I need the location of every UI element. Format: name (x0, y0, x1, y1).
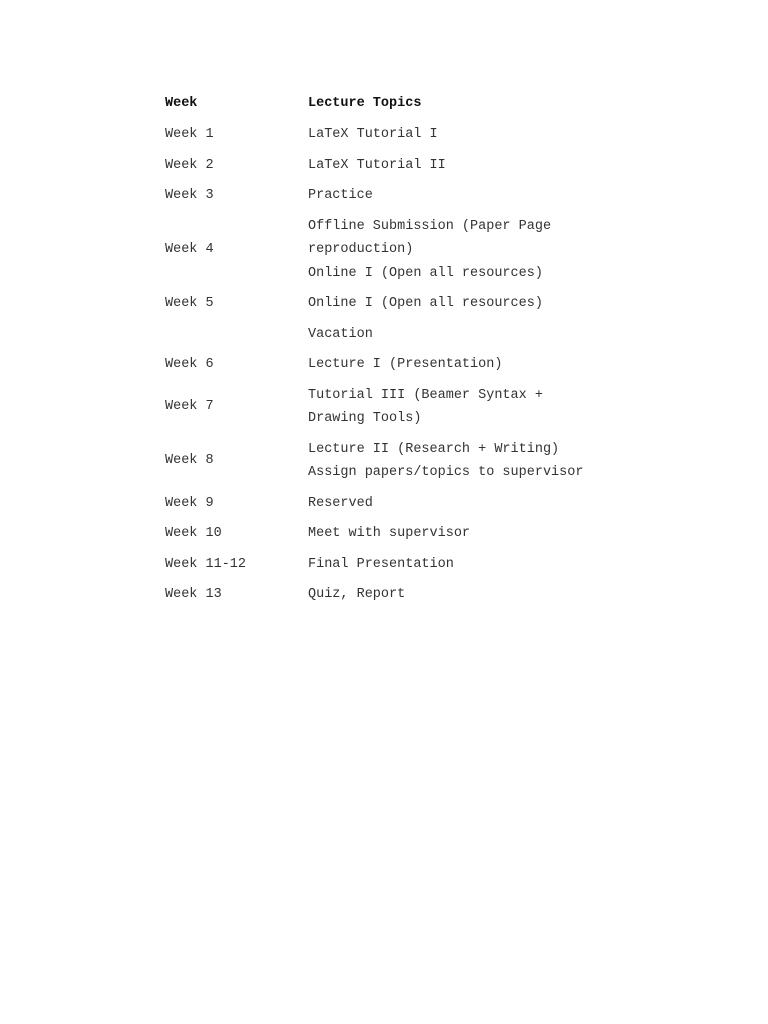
topic-line: Quiz, Report (308, 587, 406, 602)
topic-line: Final Presentation (308, 556, 454, 572)
topic-line: reproduction) (308, 242, 414, 257)
table-row (163, 211, 608, 289)
header-week: Week (165, 96, 198, 111)
topic-line: LaTeX Tutorial II (308, 157, 446, 173)
topic-line: Vacation (308, 326, 373, 342)
topic-line: Reserved (308, 495, 373, 511)
week-cell: Week 11-12 (165, 556, 247, 572)
table-row (163, 319, 608, 350)
schedule-table (163, 92, 608, 610)
topic-cell (308, 181, 608, 212)
topic-cell (308, 434, 608, 488)
topic-line: Lecture II (Research + Writing) (308, 441, 560, 457)
week-cell: Week 1 (165, 127, 214, 142)
topic-cell (308, 580, 608, 611)
topic-cell (308, 549, 608, 580)
table-row (163, 519, 608, 550)
week-cell (163, 319, 308, 350)
table-row (163, 289, 608, 320)
schedule-header (163, 92, 608, 120)
topic-cell (308, 289, 608, 320)
topic-line: Practice (308, 188, 373, 203)
week-cell: Week 13 (165, 587, 222, 602)
topic-cell (308, 211, 608, 289)
table-row (163, 120, 608, 151)
topic-line: Lecture I (Presentation) (308, 357, 503, 372)
week-cell: Week 3 (165, 188, 214, 203)
topic-line: Drawing Tools) (308, 411, 422, 426)
table-row (163, 580, 608, 611)
topic-line: Meet with supervisor (308, 526, 471, 541)
week-cell: Week 6 (165, 357, 214, 372)
week-cell: Week 9 (165, 495, 214, 511)
topic-line: Online I (Open all resources) (308, 296, 543, 311)
table-row (163, 150, 608, 181)
table-row (163, 350, 608, 381)
week-cell: Week 8 (165, 453, 214, 469)
topic-cell (308, 350, 608, 381)
topic-cell (308, 150, 608, 181)
table-row (163, 434, 608, 488)
topic-cell (308, 380, 608, 434)
header-row (163, 92, 608, 120)
week-cell: Week 2 (165, 157, 214, 173)
week-cell: Week 7 (165, 399, 214, 415)
topic-line: Tutorial III (Beamer Syntax + (308, 387, 543, 403)
topic-line: Online I (Open all resources) (308, 265, 543, 281)
topic-cell (308, 120, 608, 151)
table-row (163, 549, 608, 580)
topic-line: Offline Submission (Paper Page (308, 218, 552, 234)
topic-cell (308, 488, 608, 519)
schedule-body (163, 120, 608, 611)
topic-line: LaTeX Tutorial I (308, 127, 438, 142)
table-row (163, 380, 608, 434)
table-row (163, 488, 608, 519)
topic-line: Assign papers/topics to supervisor (308, 465, 584, 480)
topic-cell (308, 319, 608, 350)
table-row (163, 181, 608, 212)
header-lecture-topics: Lecture Topics (308, 96, 422, 111)
week-cell: Week 4 (165, 242, 214, 257)
week-cell: Week 5 (165, 296, 214, 311)
week-cell: Week 10 (165, 526, 222, 541)
topic-cell (308, 519, 608, 550)
